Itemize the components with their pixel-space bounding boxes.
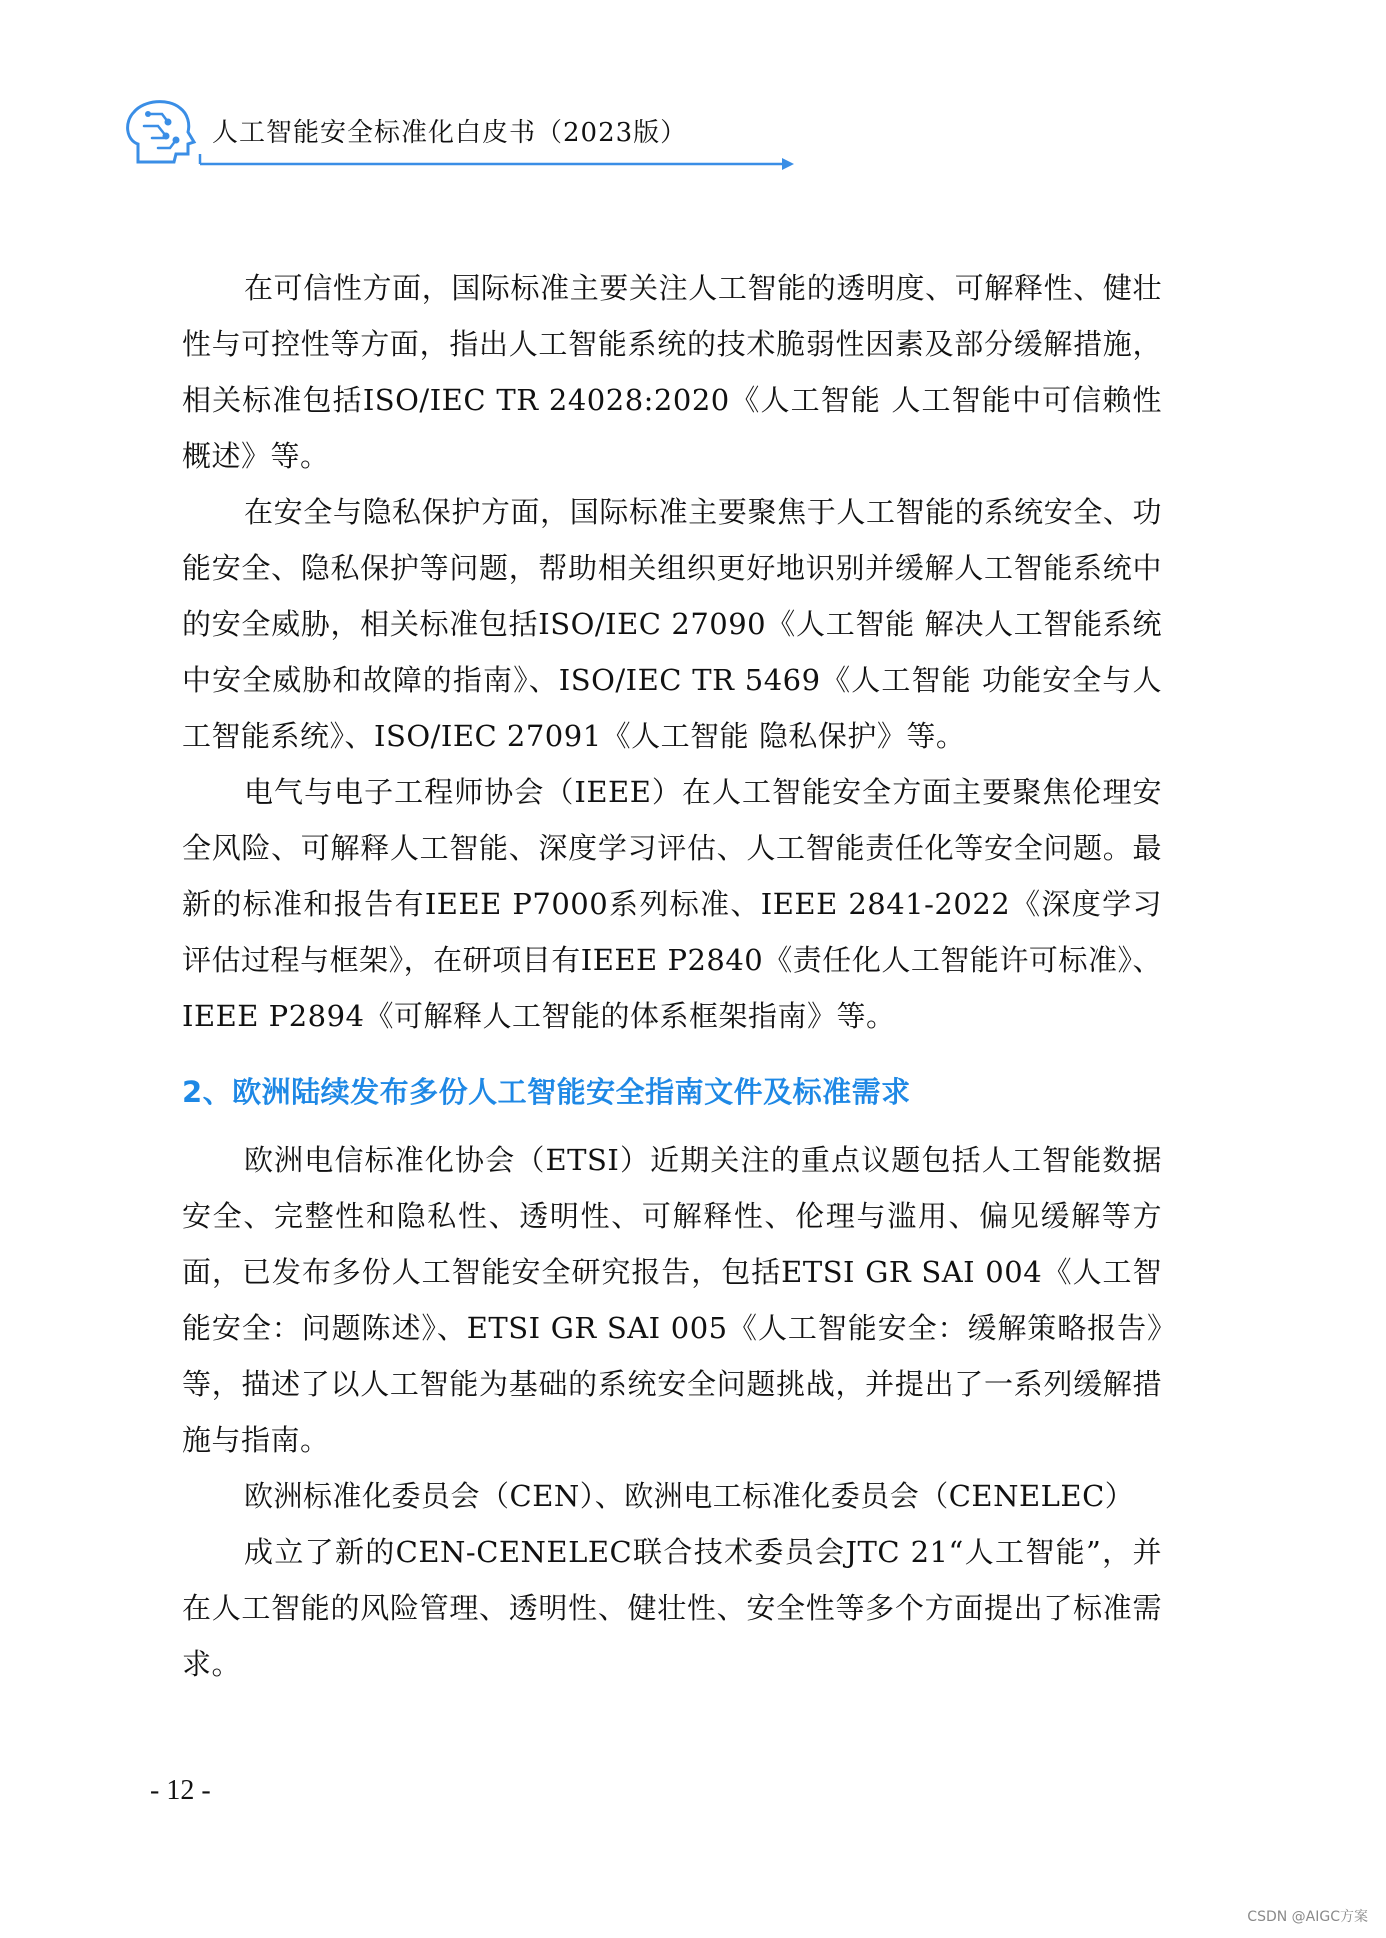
paragraph-trustworthiness: 在可信性方面，国际标准主要关注人工智能的透明度、可解释性、健壮性与可控性等方面，指出人工智能系统的技术脆弱性因素及部分缓解措施，相关标准包括ISO/IEC TR 24028:2020《人工智能 人工智能中可信赖性概述》等。	[182, 271, 1162, 473]
paragraph-security-privacy: 在安全与隐私保护方面，国际标准主要聚焦于人工智能的系统安全、功能安全、隐私保护等问题，帮助相关组织更好地识别并缓解人工智能系统中的安全威胁，相关标准包括ISO/IEC 27090《人工智能 解决人工智能系统中安全威胁和故障的指南》、ISO/IEC TR 5469《人工智能 功能安全与人工智能系统》、ISO/IEC 27091《人工智能 隐私保护》等。	[182, 495, 1162, 753]
page-header	[118, 92, 708, 172]
ai-head-circuit-icon	[118, 92, 208, 172]
header-title: 人工智能安全标准化白皮书（2023版）	[212, 118, 688, 148]
body-content	[182, 260, 1162, 1692]
paragraph-jtc21: 成立了新的CEN-CENELEC联合技术委员会JTC 21“人工智能”，并在人工智能的风险管理、透明性、健壮性、安全性等多个方面提出了标准需求。	[182, 1535, 1162, 1681]
page-number: - 12 -	[150, 1775, 211, 1806]
section-heading: 2、欧洲陆续发布多份人工智能安全指南文件及标准需求	[182, 1075, 911, 1109]
paragraph-cen-cenelec: 欧洲标准化委员会（CEN）、欧洲电工标准化委员会（CENELEC）	[244, 1479, 1135, 1513]
header-underline	[196, 150, 796, 170]
watermark: CSDN @AIGC方案	[1247, 1909, 1368, 1925]
paragraph-etsi: 欧洲电信标准化协会（ETSI）近期关注的重点议题包括人工智能数据安全、完整性和隐私性、透明性、可解释性、伦理与滥用、偏见缓解等方面，已发布多份人工智能安全研究报告，包括ETSI GR SAI 004《人工智能安全：问题陈述》、ETSI GR SAI 005《人工智能安全：缓解策略报告》等，描述了以人工智能为基础的系统安全问题挑战，并提出了一系列缓解措施与指南。	[182, 1143, 1162, 1457]
paragraph-ieee: 电气与电子工程师协会（IEEE）在人工智能安全方面主要聚焦伦理安全风险、可解释人工智能、深度学习评估、人工智能责任化等安全问题。最新的标准和报告有IEEE P7000系列标准、IEEE 2841-2022《深度学习评估过程与框架》，在研项目有IEEE P2840《责任化人工智能许可标准》、IEEE P2894《可解释人工智能的体系框架指南》等。	[182, 775, 1162, 1033]
